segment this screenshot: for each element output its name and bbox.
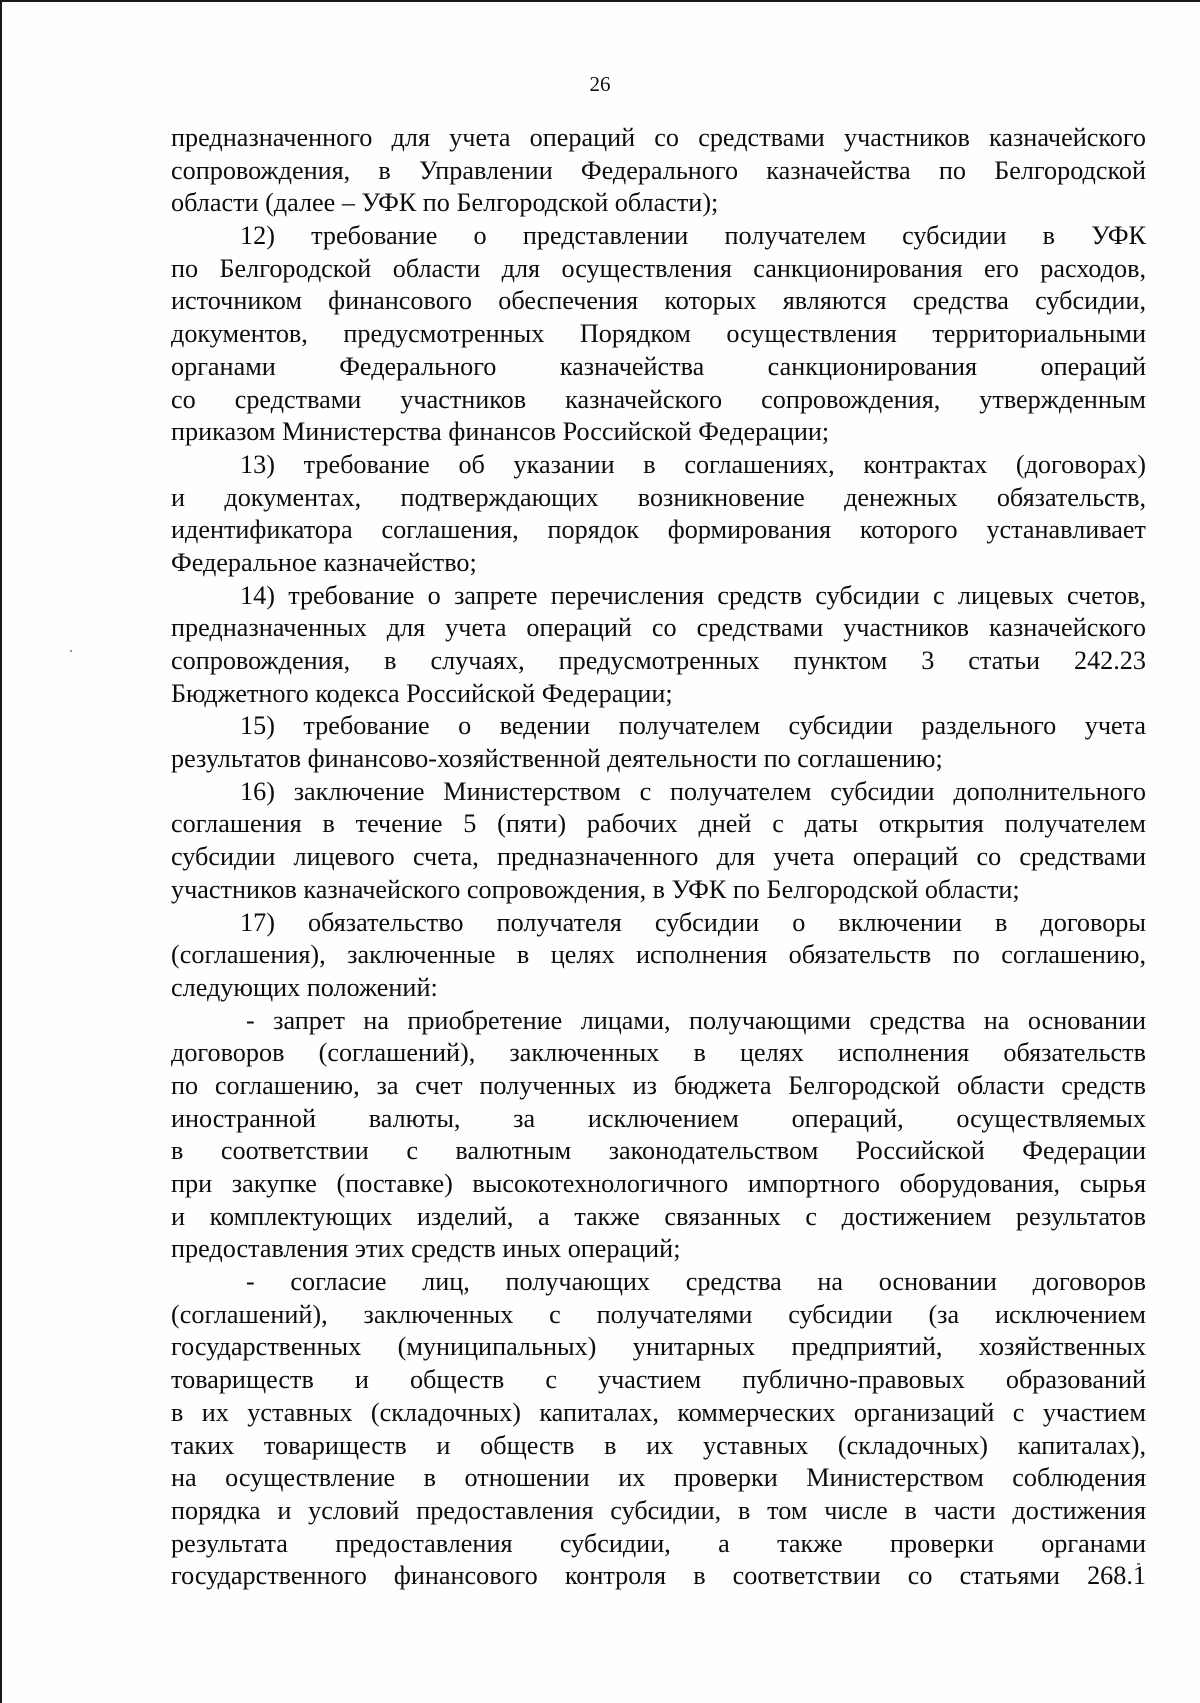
text-line: таких товариществ и обществ в их уставных (складочных) капиталах), (171, 1430, 1146, 1460)
text-line: соглашения в течение 5 (пяти) рабочих дней с даты открытия получателем (171, 809, 1146, 839)
dash-item-1-first-line: - запрет на приобретение лицами, получающими средства на основании (246, 1005, 1146, 1035)
text-line: идентификатора соглашения, порядок формирования которого устанавливает (171, 515, 1146, 545)
text-line: товариществ и обществ с участием публично-правовых образований (171, 1365, 1146, 1395)
body-text (171, 122, 1146, 1593)
item-16-first-line: 16) заключение Министерством с получателем субсидии дополнительного (240, 776, 1146, 806)
text-line: иностранной валюты, за исключением операций, осуществляемых (171, 1103, 1146, 1133)
text-line: (соглашений), заключенных с получателями субсидии (за исключением (171, 1299, 1146, 1329)
text-line: государственных (муниципальных) унитарных предприятий, хозяйственных (171, 1332, 1146, 1362)
scan-edge-left (0, 0, 2, 1703)
text-line: договоров (соглашений), заключенных в целях исполнения обязательств (171, 1038, 1146, 1068)
text-line: по соглашению, за счет полученных из бюджета Белгородской области средств (171, 1070, 1146, 1100)
text-line: предоставления этих средств иных операций; (171, 1234, 681, 1264)
text-line: в их уставных (складочных) капиталах, коммерческих организаций с участием (171, 1397, 1146, 1427)
item-17-first-line: 17) обязательство получателя субсидии о включении в договоры (240, 907, 1146, 937)
text-line: результатов финансово-хозяйственной деятельности по соглашению; (171, 744, 943, 774)
text-line: области (далее – УФК по Белгородской области); (171, 188, 719, 218)
text-line: Бюджетного кодекса Российской Федерации; (171, 678, 673, 708)
scan-edge-top (0, 0, 1200, 2)
item-14-first-line: 14) требование о запрете перечисления средств субсидии с лицевых счетов, (240, 580, 1146, 610)
item-12-first-line: 12) требование о представлении получателем субсидии в УФК (240, 221, 1146, 251)
text-line: результата предоставления субсидии, а также проверки органами (171, 1528, 1146, 1558)
dash-item-2-first-line: - согласие лиц, получающих средства на основании договоров (246, 1267, 1146, 1297)
text-line: по Белгородской области для осуществления санкционирования его расходов, (171, 253, 1146, 283)
text-line: документов, предусмотренных Порядком осуществления территориальными (171, 319, 1146, 349)
text-line: субсидии лицевого счета, предназначенного для учета операций со средствами (171, 842, 1146, 872)
text-line: предназначенного для учета операций со средствами участников казначейского (171, 123, 1146, 152)
text-line: участников казначейского сопровождения, в УФК по Белгородской области; (171, 874, 1020, 904)
text-line: на осуществление в отношении их проверки Министерством соблюдения (171, 1463, 1146, 1493)
text-line: порядка и условий предоставления субсидии, в том числе в части достижения (171, 1495, 1146, 1525)
page-number: 26 (589, 72, 611, 96)
text-line: сопровождения, в Управлении Федерального казначейства по Белгородской (171, 155, 1146, 185)
item-13-first-line: 13) требование об указании в соглашениях, контрактах (договорах) (240, 449, 1146, 479)
text-line: (соглашения), заключенные в целях исполнения обязательств по соглашению, (171, 940, 1146, 970)
text-line: Федеральное казначейство; (171, 547, 477, 577)
item-15-first-line: 15) требование о ведении получателем субсидии раздельного учета (240, 711, 1146, 741)
text-line: в соответствии с валютным законодательством Российской Федерации (171, 1136, 1146, 1166)
text-line: сопровождения, в случаях, предусмотренных пунктом 3 статьи 242.23 (171, 646, 1146, 675)
text-line: при закупке (поставке) высокотехнологичного импортного оборудования, сырья (171, 1169, 1146, 1198)
text-line: государственного финансового контроля в соответствии со статьями 268.1 (171, 1561, 1146, 1591)
text-line: приказом Министерства финансов Российской Федерации; (171, 417, 830, 447)
text-line: органами Федерального казначейства санкционирования операций (171, 351, 1146, 381)
text-line: со средствами участников казначейского сопровождения, утвержденным (171, 384, 1146, 414)
text-line: и документах, подтверждающих возникновение денежных обязательств, (171, 482, 1146, 512)
text-line: и комплектующих изделий, а также связанных с достижением результатов (171, 1201, 1146, 1231)
text-line: следующих положений: (171, 972, 438, 1002)
text-line: предназначенных для учета операций со средствами участников казначейского (171, 613, 1146, 643)
text-line: источником финансового обеспечения которых являются средства субсидии, (171, 286, 1146, 316)
scan-speck (70, 650, 72, 652)
